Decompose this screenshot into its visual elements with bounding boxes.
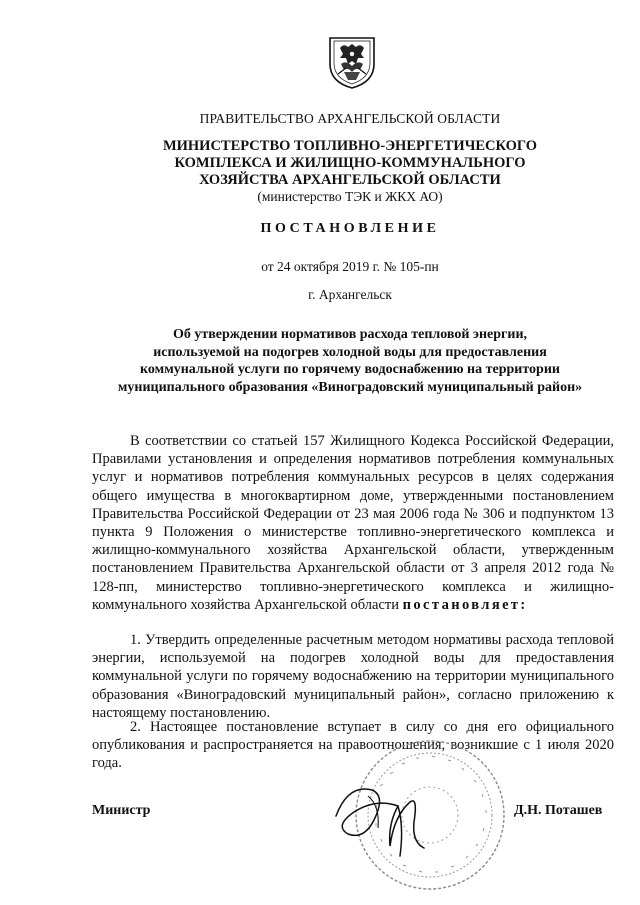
document-city: г. Архангельск xyxy=(308,287,392,302)
ministry-name-line: МИНИСТЕРСТВО ТОПЛИВНО-ЭНЕРГЕТИЧЕСКОГО xyxy=(162,138,538,154)
preamble-text: В соответствии со статьей 157 Жилищного Кодекса Российской Федерации, Правилами установления и определения нормативов потребления коммунальных услуг и нормативов потребления коммунальных ресурсов в целях содержания общего имущества в многоквартирном доме, утвержденными постановлением Правительства Российской Федерации от 23 мая 2006 года № 306 и подпунктом 13 пункта 9 Положения о министерстве топливно-энергетического комплекса и жилищно-коммунального хозяйства Архангельской области, утвержденным постановлением Правительства Архангельской области от 3 апреля 2012 года № 128-пп, министерство топливно-энергетического комплекса и жилищно-коммунального хозяйства Архангельской области xyxy=(92,433,614,613)
ministry-name-line: КОМПЛЕКСА И ЖИЛИЩНО-КОММУНАЛЬНОГО xyxy=(174,155,526,171)
preamble-paragraph xyxy=(92,432,614,614)
subject-line: Об утверждении нормативов расхода тепловой энергии, xyxy=(172,327,528,342)
document-type: ПОСТАНОВЛЕНИЕ xyxy=(260,221,440,236)
subject-line: используемой на подогрев холодной воды для предоставления xyxy=(153,344,547,360)
signatory-name: Д.Н. Поташев xyxy=(514,803,603,818)
signatory-position: Министр xyxy=(92,803,151,818)
government-name: ПРАВИТЕЛЬСТВО АРХАНГЕЛЬСКОЙ ОБЛАСТИ xyxy=(199,111,501,126)
ministry-name-line: ХОЗЯЙСТВА АРХАНГЕЛЬСКОЙ ОБЛАСТИ xyxy=(199,172,501,188)
item-1-text: 1. Утвердить определенные расчетным методом нормативы расхода тепловой энергии, используемой на подогрев холодной воды для предоставления коммунальной услуги по горячему водоснабжению на территории муниципального образования «Виноградовский муниципальный район», согласно приложению к настоящему постановлению. xyxy=(92,632,614,721)
handwritten-signature xyxy=(328,776,448,860)
subject-line: муниципального образования «Виноградовский муниципальный район» xyxy=(117,379,583,395)
subject-line: коммунальной услуги по горячему водоснабжению на территории xyxy=(140,362,560,377)
resolves-word: постановляет: xyxy=(402,596,528,613)
item-2-text: 2. Настоящее постановление вступает в силу со дня его официального опубликования и распространяется на правоотношения, возникшие с 1 июля 2020 года. xyxy=(92,719,614,772)
coat-of-arms-icon xyxy=(326,34,378,90)
document-date-number: от 24 октября 2019 г. № 105-пн xyxy=(261,259,439,274)
document-subject xyxy=(70,326,630,396)
item-1-paragraph xyxy=(92,631,614,722)
ministry-name xyxy=(60,138,640,189)
ministry-short-name: (министерство ТЭК и ЖКХ АО) xyxy=(257,189,443,204)
